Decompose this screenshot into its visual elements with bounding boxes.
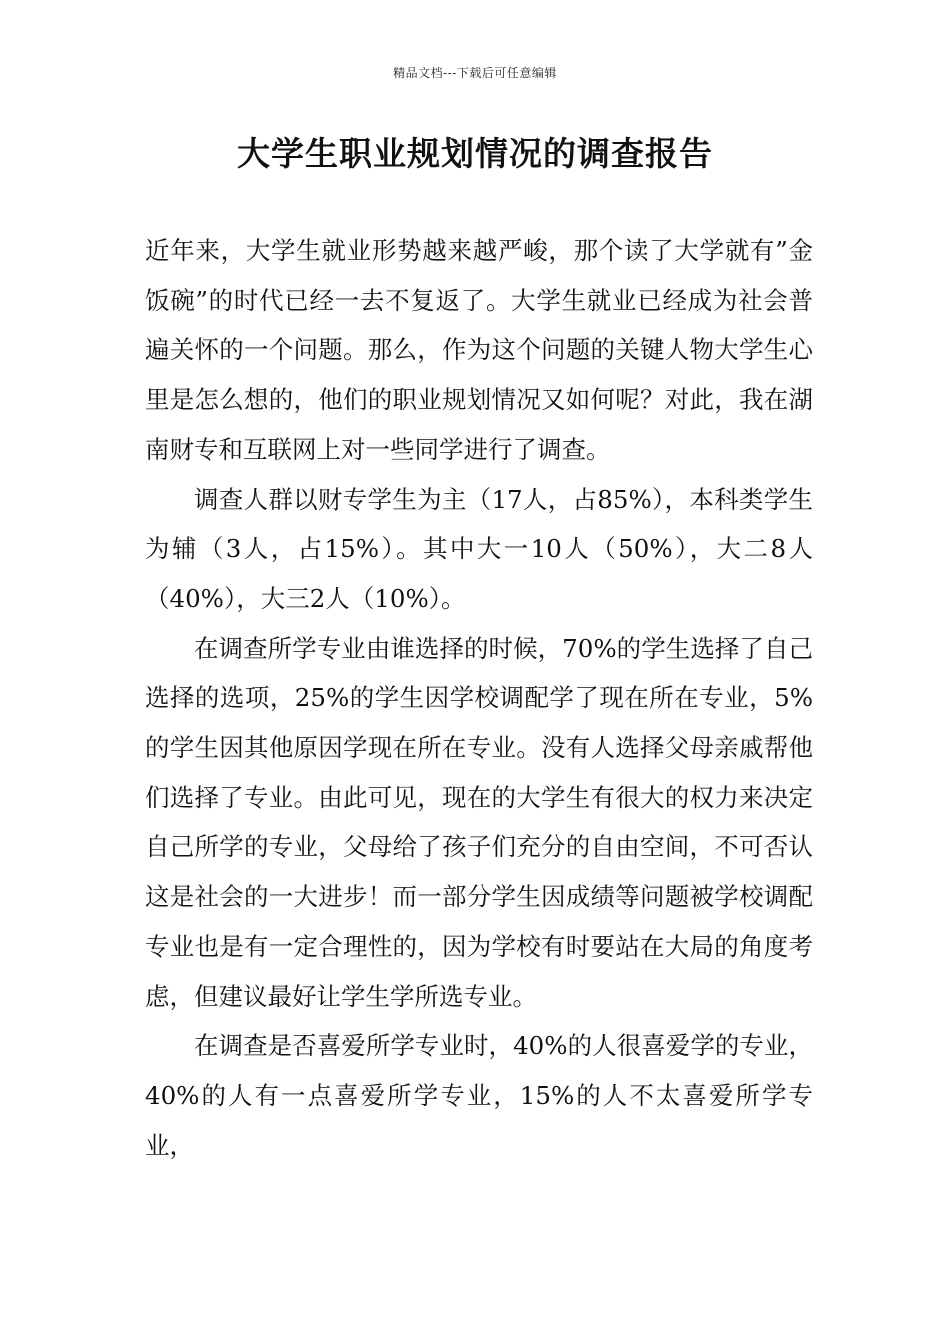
paragraph-major-preference: 在调查是否喜爱所学专业时，40%的人很喜爱学的专业，40%的人有一点喜爱所学专业，15%的人不太喜爱所学专业， xyxy=(145,1031,813,1160)
document-body xyxy=(145,226,813,1170)
paragraph-intro: 近年来，大学生就业形势越来越严峻，那个读了大学就有”金饭碗”的时代已经一去不复返了。大学生就业已经成为社会普遍关怀的一个问题。那么，作为这个问题的关键人物大学生心里是怎么想的，他们的职业规划情况又如何呢？对此，我在湖南财专和互联网上对一些同学进行了调查。 xyxy=(145,236,813,464)
header-note: 精品文档---下载后可任意编辑 xyxy=(393,66,557,80)
paragraph-major-choice: 在调查所学专业由谁选择的时候，70%的学生选择了自己选择的选项，25%的学生因学校调配学了现在所在专业，5%的学生因其他原因学现在所在专业。没有人选择父母亲戚帮他们选择了专业。由此可见，现在的大学生有很大的权力来决定自己所学的专业，父母给了孩子们充分的自由空间，不可否认这是社会的一大进步！而一部分学生因成绩等问题被学校调配专业也是有一定合理性的，因为学校有时要站在大局的角度考虑，但建议最好让学生学所选专业。 xyxy=(145,633,813,1011)
document-title: 大学生职业规划情况的调查报告 xyxy=(237,134,713,173)
paragraph-survey-population: 调查人群以财专学生为主（17人，占85%），本科类学生为辅（3人，占15%）。其中大一10人（50%），大二8人（40%），大三2人（10%）。 xyxy=(145,484,813,613)
